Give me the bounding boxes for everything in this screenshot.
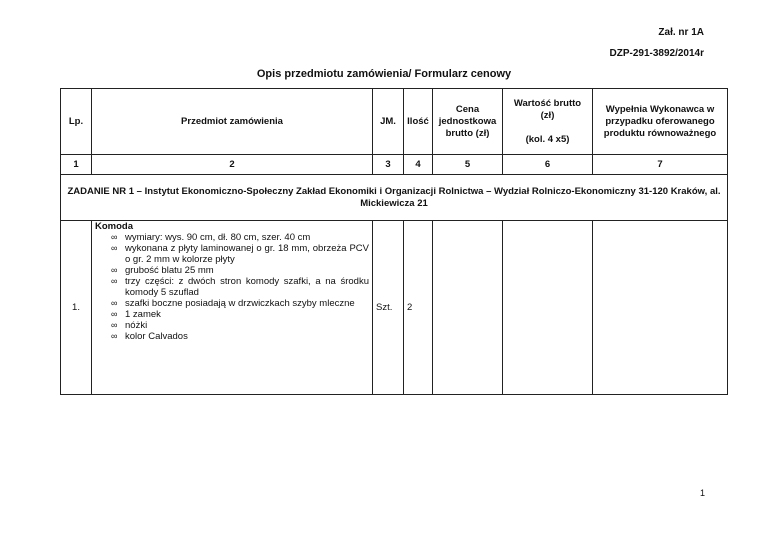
task-description: ZADANIE NR 1 – Instytut Ekonomiczno-Społeczny Zakład Ekonomiki i Organizacji Rolnictwa – Wydział Rolniczo-Ekonomiczny 31-120 Kraków, al. Mickiewicza 21 bbox=[61, 175, 728, 221]
header-quantity: Ilość bbox=[404, 89, 433, 155]
column-number: 5 bbox=[433, 155, 503, 175]
item-description bbox=[92, 221, 373, 395]
item-gross-value bbox=[503, 221, 593, 395]
infinity-bullet-icon: ∞ bbox=[111, 265, 118, 275]
list-item bbox=[111, 265, 369, 276]
column-number: 1 bbox=[61, 155, 92, 175]
list-item bbox=[111, 320, 369, 331]
infinity-bullet-icon: ∞ bbox=[111, 309, 118, 319]
table-header-row bbox=[61, 89, 728, 155]
feature-list bbox=[95, 232, 369, 342]
feature-text: wykonana z płyty laminowanej o gr. 18 mm, obrzeża PCV o gr. 2 mm w kolorze płyty bbox=[125, 243, 369, 265]
header-gross-value bbox=[503, 89, 593, 155]
item-name: Komoda bbox=[95, 221, 133, 232]
column-number: 4 bbox=[404, 155, 433, 175]
infinity-bullet-icon: ∞ bbox=[111, 298, 118, 308]
infinity-bullet-icon: ∞ bbox=[111, 243, 118, 253]
feature-text: 1 zamek bbox=[125, 309, 161, 320]
feature-text: grubość blatu 25 mm bbox=[125, 265, 214, 276]
feature-text: nóżki bbox=[125, 320, 148, 331]
item-unit: Szt. bbox=[373, 221, 404, 395]
infinity-bullet-icon: ∞ bbox=[111, 276, 118, 286]
header-gross-value-label: Wartość brutto (zł) bbox=[513, 97, 582, 121]
item-equivalent bbox=[593, 221, 728, 395]
feature-text: trzy części: z dwóch stron komody szafki, a na środku komody 5 szuflad bbox=[125, 276, 369, 298]
infinity-bullet-icon: ∞ bbox=[111, 232, 118, 242]
feature-text: kolor Calvados bbox=[125, 331, 188, 342]
list-item bbox=[111, 276, 369, 298]
list-item bbox=[111, 243, 369, 265]
price-table bbox=[60, 88, 728, 395]
header-equivalent: Wypełnia Wykonawca w przypadku oferowanego produktu równoważnego bbox=[593, 89, 728, 155]
attachment-label: Zał. nr 1A bbox=[658, 27, 704, 38]
infinity-bullet-icon: ∞ bbox=[111, 320, 118, 330]
list-item bbox=[111, 331, 369, 342]
list-item bbox=[111, 232, 369, 243]
header-gross-value-note: (kol. 4 x5) bbox=[525, 133, 570, 145]
column-number: 7 bbox=[593, 155, 728, 175]
header-lp: Lp. bbox=[61, 89, 92, 155]
page-number: 1 bbox=[699, 488, 705, 498]
column-numbers-row bbox=[61, 155, 728, 175]
feature-text: szafki boczne posiadają w drzwiczkach szyby mleczne bbox=[125, 298, 355, 309]
header-unit: JM. bbox=[373, 89, 404, 155]
header-unit-price: Cena jednostkowa brutto (zł) bbox=[433, 89, 503, 155]
item-lp: 1. bbox=[61, 221, 92, 395]
item-quantity: 2 bbox=[404, 221, 433, 395]
list-item bbox=[111, 309, 369, 320]
column-number: 3 bbox=[373, 155, 404, 175]
document-title: Opis przedmiotu zamówienia/ Formularz cenowy bbox=[256, 68, 512, 80]
feature-text: wymiary: wys. 90 cm, dł. 80 cm, szer. 40 cm bbox=[125, 232, 311, 243]
column-number: 2 bbox=[92, 155, 373, 175]
header-subject: Przedmiot zamówienia bbox=[92, 89, 373, 155]
table-row bbox=[61, 221, 728, 395]
column-number: 6 bbox=[503, 155, 593, 175]
list-item bbox=[111, 298, 369, 309]
document-number: DZP-291-3892/2014r bbox=[609, 48, 704, 59]
infinity-bullet-icon: ∞ bbox=[111, 331, 118, 341]
item-unit-price bbox=[433, 221, 503, 395]
task-row bbox=[61, 175, 728, 221]
